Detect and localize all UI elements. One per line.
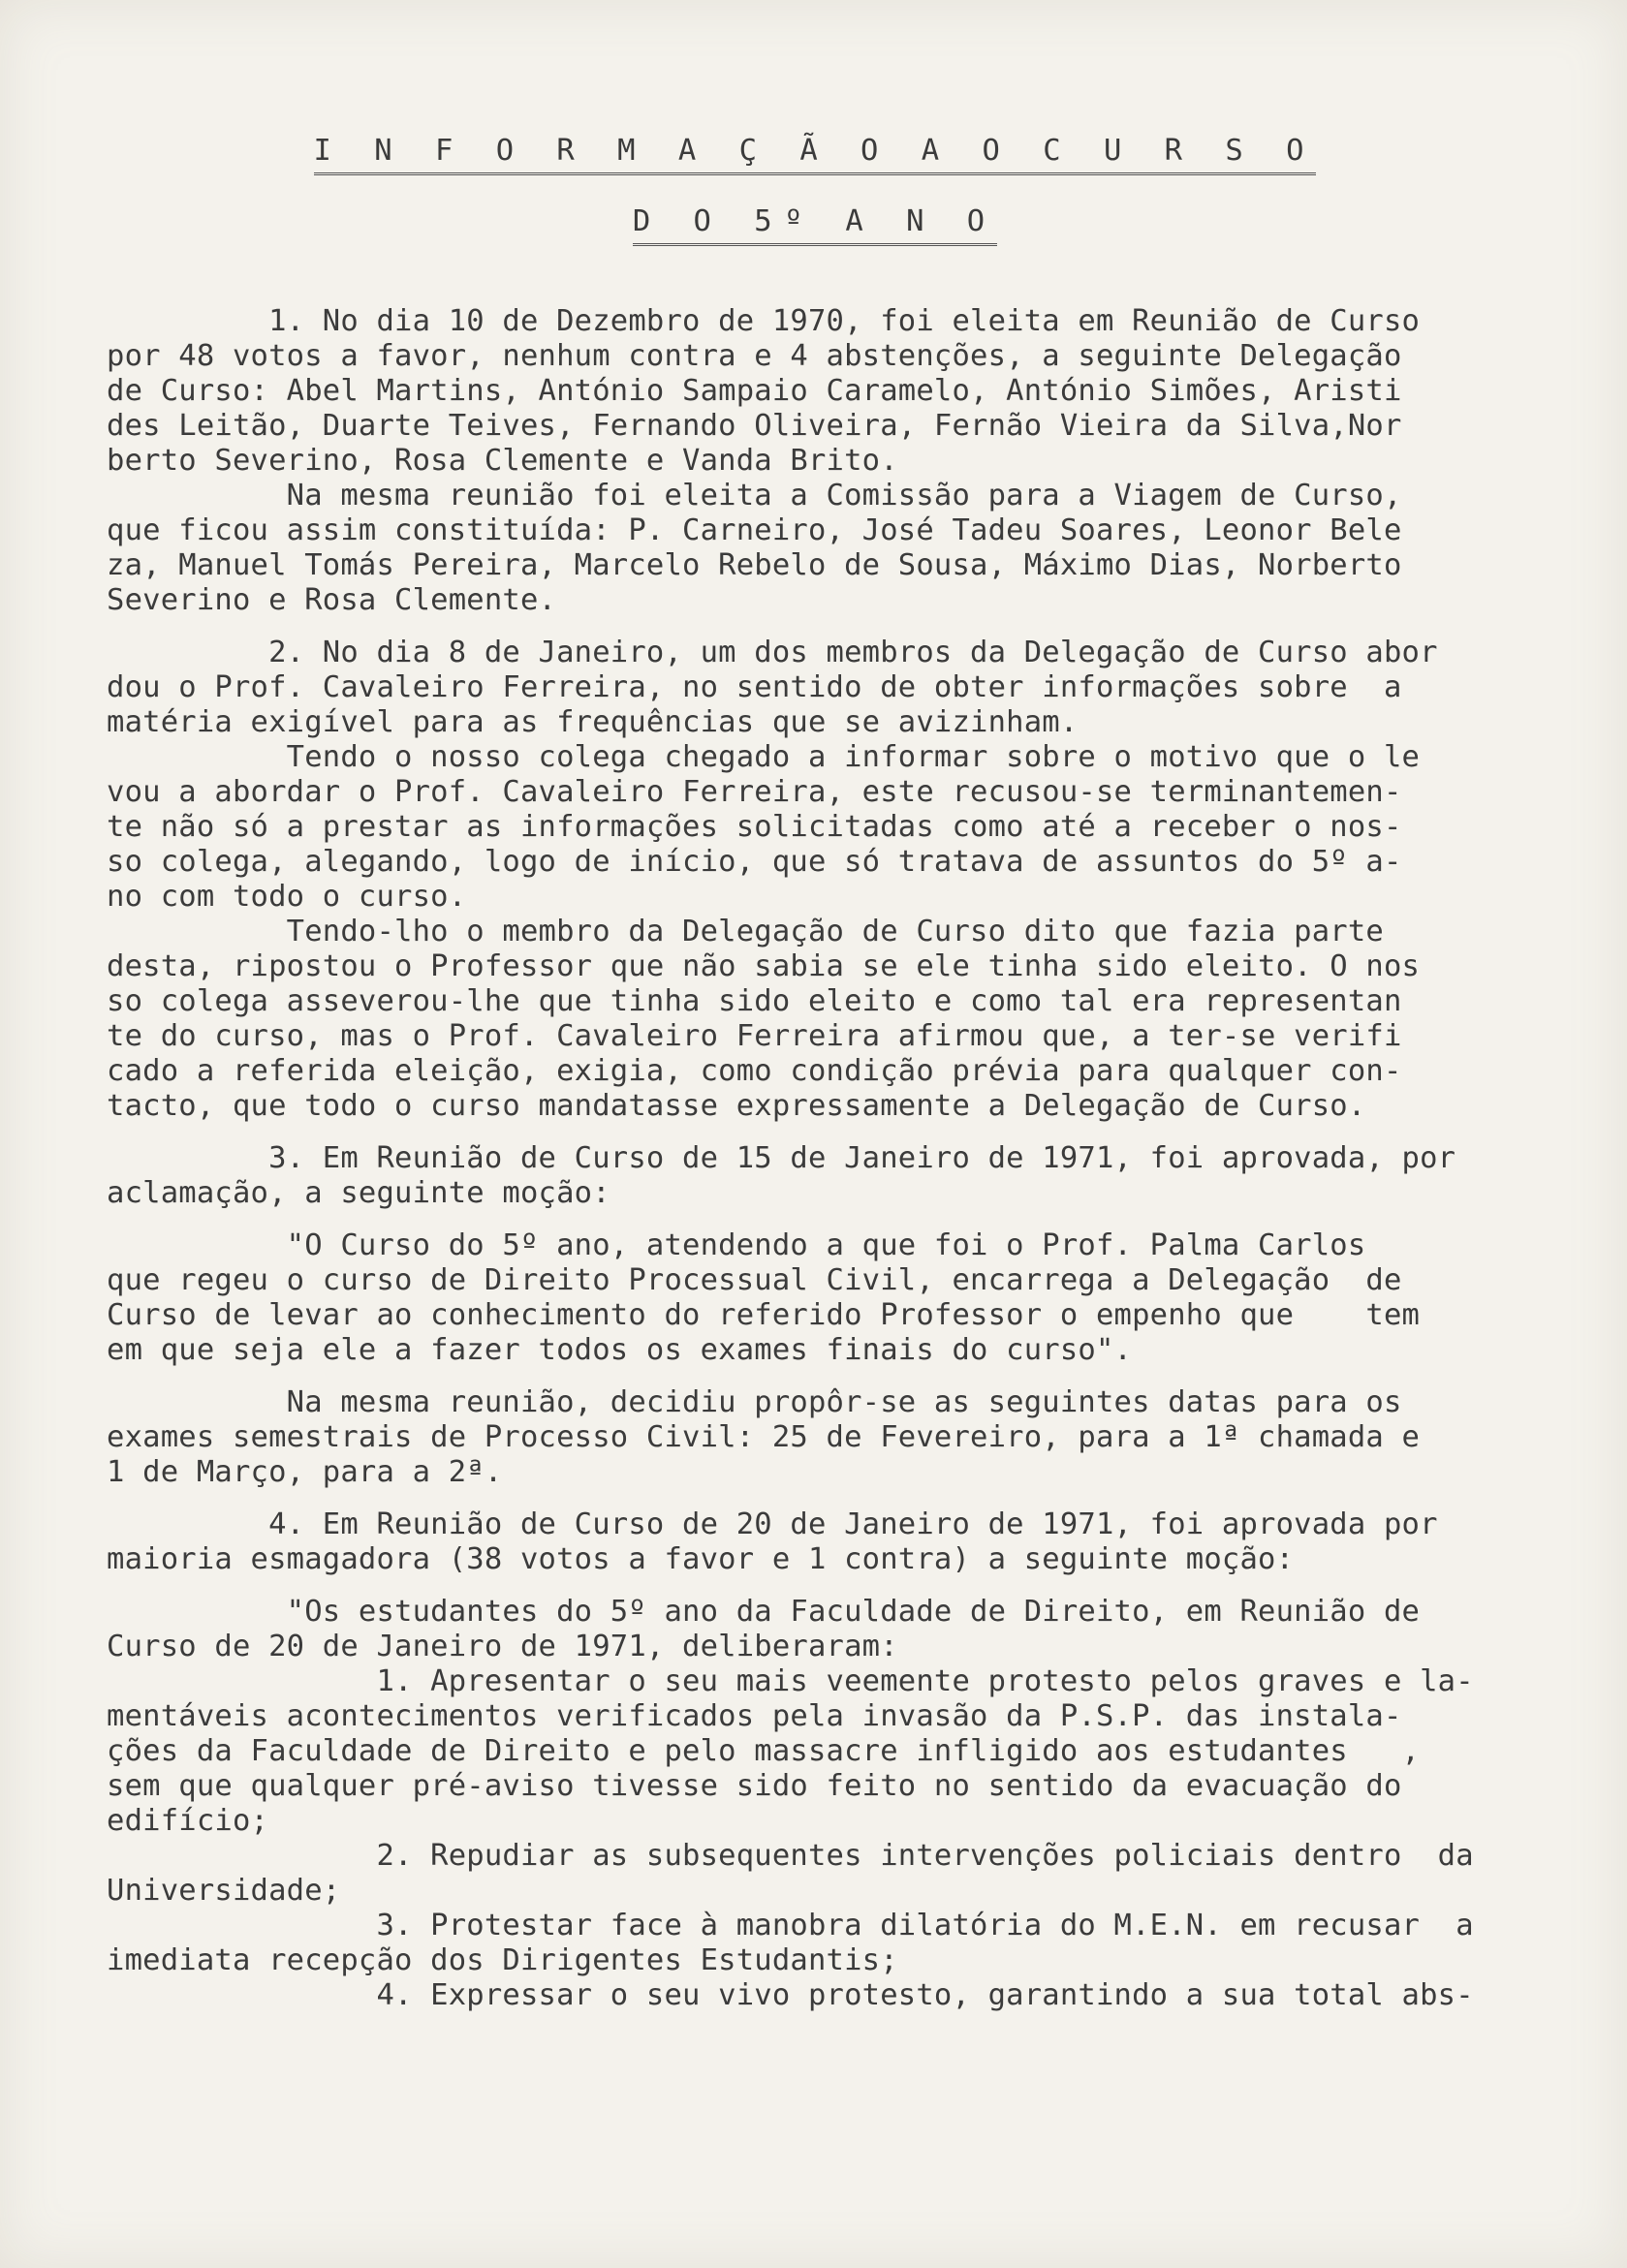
text-line: 4. Em Reunião de Curso de 20 de Janeiro de 1971, foi aprovada por: [107, 1507, 1438, 1541]
paragraph-gap: [107, 1577, 1502, 1595]
text-line: que ficou assim constituída: P. Carneiro, José Tadeu Soares, Leonor Bele: [107, 513, 1402, 547]
text-line: maioria esmagadora (38 votos a favor e 1 contra) a seguinte moção:: [107, 1542, 1295, 1576]
text-line: za, Manuel Tomás Pereira, Marcelo Rebelo de Sousa, Máximo Dias, Norberto: [107, 548, 1402, 582]
text-line: "Os estudantes do 5º ano da Faculdade de Direito, em Reunião de: [107, 1595, 1421, 1629]
paragraph-gap: [107, 1490, 1502, 1507]
document-text: [107, 304, 1502, 2013]
text-line: Na mesma reunião foi eleita a Comissão para a Viagem de Curso,: [107, 479, 1402, 513]
text-line: mentáveis acontecimentos verificados pela invasão da P.S.P. das instala-: [107, 1699, 1402, 1733]
text-line: berto Severino, Rosa Clemente e Vanda Brito.: [107, 444, 898, 478]
text-line: dou o Prof. Cavaleiro Ferreira, no sentido de obter informações sobre a: [107, 670, 1402, 704]
text-line: Curso de 20 de Janeiro de 1971, deliberaram:: [107, 1630, 898, 1663]
document-title-text: I N F O R M A Ç Ã O A O C U R S O: [314, 134, 1317, 175]
document-body: [107, 134, 1502, 2013]
paragraph-gap: [107, 1124, 1502, 1141]
text-line: 1. No dia 10 de Dezembro de 1970, foi eleita em Reunião de Curso: [107, 304, 1421, 338]
text-line: 1 de Março, para a 2ª.: [107, 1455, 503, 1489]
text-line: aclamação, a seguinte moção:: [107, 1176, 610, 1210]
text-line: Tendo o nosso colega chegado a informar sobre o motivo que o le: [107, 740, 1421, 774]
text-line: Severino e Rosa Clemente.: [107, 583, 557, 617]
text-line: 1. Apresentar o seu mais veemente protesto pelos graves e la-: [107, 1664, 1474, 1698]
text-line: matéria exigível para as frequências que se avizinham.: [107, 705, 1079, 739]
document-title: [128, 134, 1502, 175]
text-line: so colega asseverou-lhe que tinha sido eleito e como tal era representan: [107, 984, 1402, 1018]
text-line: tacto, que todo o curso mandatasse expressamente a Delegação de Curso.: [107, 1089, 1366, 1123]
text-line: 3. Em Reunião de Curso de 15 de Janeiro de 1971, foi aprovada, por: [107, 1141, 1456, 1175]
text-line: 2. No dia 8 de Janeiro, um dos membros da Delegação de Curso abor: [107, 636, 1438, 669]
text-line: vou a abordar o Prof. Cavaleiro Ferreira, este recusou-se terminantemen-: [107, 775, 1402, 809]
text-line: sem que qualquer pré-aviso tivesse sido feito no sentido da evacuação do: [107, 1769, 1402, 1803]
text-line: desta, ripostou o Professor que não sabia se ele tinha sido eleito. O nos: [107, 949, 1421, 983]
text-line: 2. Repudiar as subsequentes intervenções policiais dentro da: [107, 1839, 1474, 1873]
paragraph-gap: [107, 1368, 1502, 1385]
text-line: so colega, alegando, logo de início, que só tratava de assuntos do 5º a-: [107, 845, 1402, 879]
paragraph-gap: [107, 1211, 1502, 1228]
text-line: Curso de levar ao conhecimento do referido Professor o empenho que tem: [107, 1298, 1421, 1332]
text-line: edifício;: [107, 1804, 269, 1838]
paragraph-gap: [107, 618, 1502, 636]
text-line: "O Curso do 5º ano, atendendo a que foi o Prof. Palma Carlos: [107, 1228, 1366, 1262]
document-subtitle: [128, 204, 1502, 246]
text-line: de Curso: Abel Martins, António Sampaio Caramelo, António Simões, Aristi: [107, 374, 1402, 408]
text-line: exames semestrais de Processo Civil: 25 de Fevereiro, para a 1ª chamada e: [107, 1420, 1421, 1454]
text-line: des Leitão, Duarte Teives, Fernando Oliveira, Fernão Vieira da Silva,Nor: [107, 409, 1402, 443]
text-line: Universidade;: [107, 1874, 341, 1908]
text-line: imediata recepção dos Dirigentes Estudantis;: [107, 1943, 898, 1977]
text-line: ções da Faculdade de Direito e pelo massacre infligido aos estudantes ,: [107, 1734, 1421, 1768]
text-line: 3. Protestar face à manobra dilatória do M.E.N. em recusar a: [107, 1909, 1474, 1942]
text-line: no com todo o curso.: [107, 880, 467, 914]
text-line: te do curso, mas o Prof. Cavaleiro Ferreira afirmou que, a ter-se verifi: [107, 1019, 1402, 1053]
text-line: 4. Expressar o seu vivo protesto, garantindo a sua total abs-: [107, 1978, 1474, 2012]
text-line: que regeu o curso de Direito Processual Civil, encarrega a Delegação de: [107, 1263, 1402, 1297]
text-line: Tendo-lho o membro da Delegação de Curso dito que fazia parte: [107, 915, 1384, 948]
document-subtitle-text: D O 5º A N O: [633, 204, 997, 246]
text-line: cado a referida eleição, exigia, como condição prévia para qualquer con-: [107, 1054, 1402, 1088]
text-line: Na mesma reunião, decidiu propôr-se as seguintes datas para os: [107, 1385, 1402, 1419]
text-line: por 48 votos a favor, nenhum contra e 4 abstenções, a seguinte Delegação: [107, 339, 1402, 373]
text-line: te não só a prestar as informações solicitadas como até a receber o nos-: [107, 810, 1402, 844]
text-line: em que seja ele a fazer todos os exames finais do curso".: [107, 1333, 1133, 1367]
